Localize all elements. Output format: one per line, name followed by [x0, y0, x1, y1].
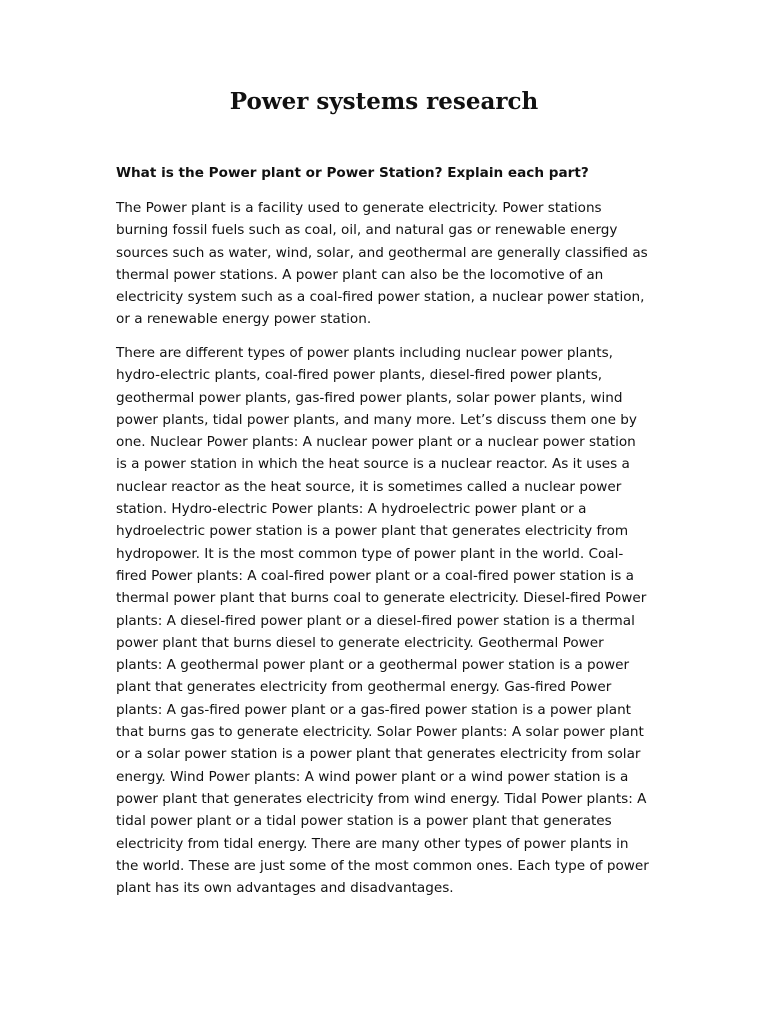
paragraph-line: geothermal power plants, gas-fired power plants, solar power plants, wind [116, 389, 623, 406]
paragraph-line: is a power station in which the heat source is a nuclear reactor. As it uses a [116, 456, 630, 473]
paragraph-line: plant has its own advantages and disadvantages. [116, 880, 454, 897]
paragraph-types [116, 342, 656, 899]
paragraph-line: thermal power plant that burns coal to generate electricity. Diesel-fired Power [116, 590, 647, 607]
paragraph-line: The Power plant is a facility used to generate electricity. Power stations [116, 200, 602, 216]
paragraph-line: that burns gas to generate electricity. Solar Power plants: A solar power plant [116, 724, 644, 741]
section-question: What is the Power plant or Power Station? Explain each part? [116, 165, 589, 181]
document-title: Power systems research [229, 88, 539, 115]
paragraph-line: sources such as water, wind, solar, and geothermal are generally classified as [116, 244, 648, 261]
paragraph-line: the world. These are just some of the most common ones. Each type of power [116, 857, 649, 874]
paragraph-line: nuclear reactor as the heat source, it is sometimes called a nuclear power [116, 478, 622, 495]
paragraph-line: or a renewable energy power station. [116, 311, 372, 328]
paragraph-line: plants: A gas-fired power plant or a gas-fired power station is a power plant [116, 701, 632, 718]
paragraph-line: thermal power stations. A power plant can also be the locomotive of an [116, 266, 604, 283]
paragraph-line: electricity from tidal energy. There are many other types of power plants in [116, 835, 629, 852]
paragraph-line: tidal power plant or a tidal power station is a power plant that generates [116, 813, 612, 830]
paragraph-line: hydro-electric plants, coal-fired power plants, diesel-fired power plants, [116, 367, 603, 384]
paragraph-line: hydroelectric power station is a power plant that generates electricity from [116, 523, 629, 540]
paragraph-intro [116, 197, 656, 331]
paragraph-line: fired Power plants: A coal-fired power plant or a coal-fired power station is a [116, 567, 634, 584]
paragraph-line: burning fossil fuels such as coal, oil, and natural gas or renewable energy [116, 222, 618, 239]
paragraph-line: energy. Wind Power plants: A wind power plant or a wind power station is a [116, 768, 629, 785]
paragraph-line: plant that generates electricity from geothermal energy. Gas-fired Power [116, 679, 612, 696]
paragraph-line: power plant that generates electricity from wind energy. Tidal Power plants: A [116, 790, 647, 807]
paragraph-line: electricity system such as a coal-fired power station, a nuclear power station, [116, 289, 645, 306]
paragraph-line: hydropower. It is the most common type of power plant in the world. Coal- [116, 545, 624, 562]
paragraph-line: There are different types of power plants including nuclear power plants, [116, 345, 613, 361]
paragraph-line: plants: A geothermal power plant or a geothermal power station is a power [116, 657, 630, 674]
paragraph-line: one. Nuclear Power plants: A nuclear power plant or a nuclear power station [116, 434, 636, 451]
paragraph-line: power plants, tidal power plants, and many more. Let’s discuss them one by [116, 411, 637, 428]
paragraph-line: or a solar power station is a power plant that generates electricity from solar [116, 746, 641, 763]
paragraph-line: plants: A diesel-fired power plant or a diesel-fired power station is a thermal [116, 612, 635, 629]
paragraph-line: power plant that burns diesel to generate electricity. Geothermal Power [116, 634, 604, 651]
paragraph-line: station. Hydro-electric Power plants: A hydroelectric power plant or a [116, 501, 587, 518]
